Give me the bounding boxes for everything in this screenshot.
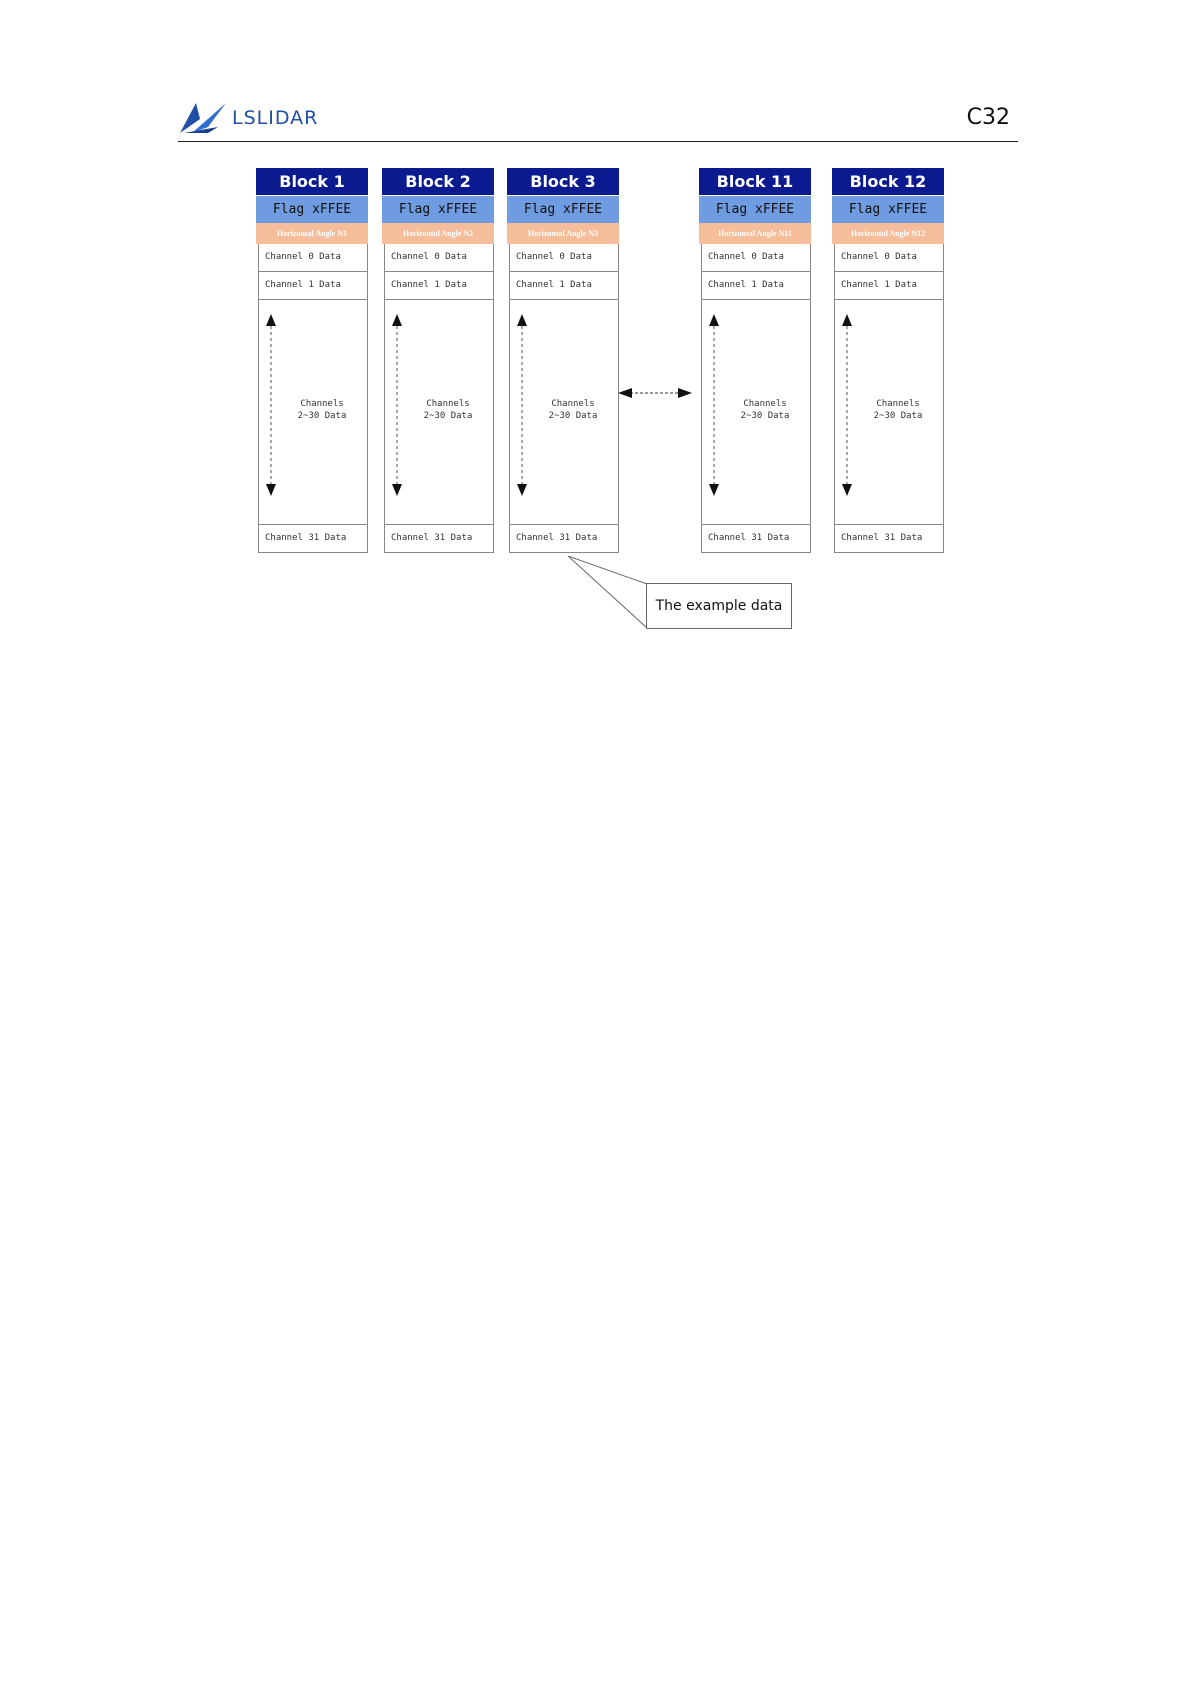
range-arrow-icon: [702, 300, 732, 524]
lslidar-logo-icon: [178, 99, 228, 135]
channels-range-cell: [702, 300, 810, 525]
range-arrow-icon: [259, 300, 289, 524]
channels-range-line2: 2~30 Data: [740, 411, 790, 421]
channel-1-cell: Channel 1 Data: [385, 272, 493, 300]
block-horizontal-angle: Horizontal Angle N2: [382, 223, 494, 244]
block-title: Block 1: [256, 168, 368, 195]
block-channels: [509, 244, 619, 553]
block-horizontal-angle: Horizontal Angle N12: [832, 223, 944, 244]
block-flag: Flag xFFEE: [256, 195, 368, 223]
channels-range-line2: 2~30 Data: [297, 411, 347, 421]
data-block: [832, 168, 944, 553]
ellipsis-arrow: [618, 386, 692, 400]
channel-0-cell: Channel 0 Data: [385, 244, 493, 272]
data-block: [256, 168, 368, 553]
channels-range-cell: [835, 300, 943, 525]
block-title: Block 12: [832, 168, 944, 195]
channels-range-line1: Channels: [551, 399, 595, 409]
block-horizontal-angle: Horizontal Angle N3: [507, 223, 619, 244]
channel-31-cell: Channel 31 Data: [265, 533, 347, 543]
range-arrow-icon: [510, 300, 540, 524]
lslidar-logo: [178, 95, 318, 135]
channels-range-label: [863, 398, 933, 422]
block-channels: [384, 244, 494, 553]
block-horizontal-angle: Horizontal Angle N11: [699, 223, 811, 244]
channel-1-cell: Channel 1 Data: [510, 272, 618, 300]
block-flag: Flag xFFEE: [507, 195, 619, 223]
block-title: Block 2: [382, 168, 494, 195]
channels-range-label: [413, 398, 483, 422]
data-block: [507, 168, 619, 553]
channels-range-label: [287, 398, 357, 422]
channels-range-line2: 2~30 Data: [423, 411, 473, 421]
channel-0-cell: Channel 0 Data: [510, 244, 618, 272]
channel-1-cell: Channel 1 Data: [259, 272, 367, 300]
channel-0-cell: Channel 0 Data: [259, 244, 367, 272]
callout-label: The example data: [646, 583, 792, 629]
channels-range-line1: Channels: [300, 399, 344, 409]
block-channels: [834, 244, 944, 553]
range-arrow-icon: [835, 300, 865, 524]
block-flag: Flag xFFEE: [699, 195, 811, 223]
channel-31-cell: Channel 31 Data: [841, 533, 923, 543]
channel-31-cell: Channel 31 Data: [516, 533, 598, 543]
channel-31-cell: Channel 31 Data: [391, 533, 473, 543]
data-block: [382, 168, 494, 553]
block-channels: [701, 244, 811, 553]
channels-range-cell: [259, 300, 367, 525]
range-arrow-icon: [385, 300, 415, 524]
data-block: [699, 168, 811, 553]
page-header: [178, 95, 1018, 142]
channels-range-cell: [385, 300, 493, 525]
channel-0-cell: Channel 0 Data: [835, 244, 943, 272]
channels-range-line1: Channels: [876, 399, 920, 409]
block-flag: Flag xFFEE: [382, 195, 494, 223]
channel-31-cell: Channel 31 Data: [708, 533, 790, 543]
logo-text: LSLIDAR: [232, 107, 319, 129]
block-title: Block 11: [699, 168, 811, 195]
block-horizontal-angle: Horizontal Angle N1: [256, 223, 368, 244]
channel-0-cell: Channel 0 Data: [702, 244, 810, 272]
block-flag: Flag xFFEE: [832, 195, 944, 223]
channels-range-line2: 2~30 Data: [873, 411, 923, 421]
block-channels: [258, 244, 368, 553]
channels-range-label: [538, 398, 608, 422]
channels-range-line1: Channels: [426, 399, 470, 409]
channel-1-cell: Channel 1 Data: [835, 272, 943, 300]
channels-range-line1: Channels: [743, 399, 787, 409]
channels-range-line2: 2~30 Data: [548, 411, 598, 421]
document-code: C32: [966, 105, 1010, 130]
block-title: Block 3: [507, 168, 619, 195]
channels-range-label: [730, 398, 800, 422]
channel-1-cell: Channel 1 Data: [702, 272, 810, 300]
callout-pointer: [568, 556, 658, 636]
channels-range-cell: [510, 300, 618, 525]
